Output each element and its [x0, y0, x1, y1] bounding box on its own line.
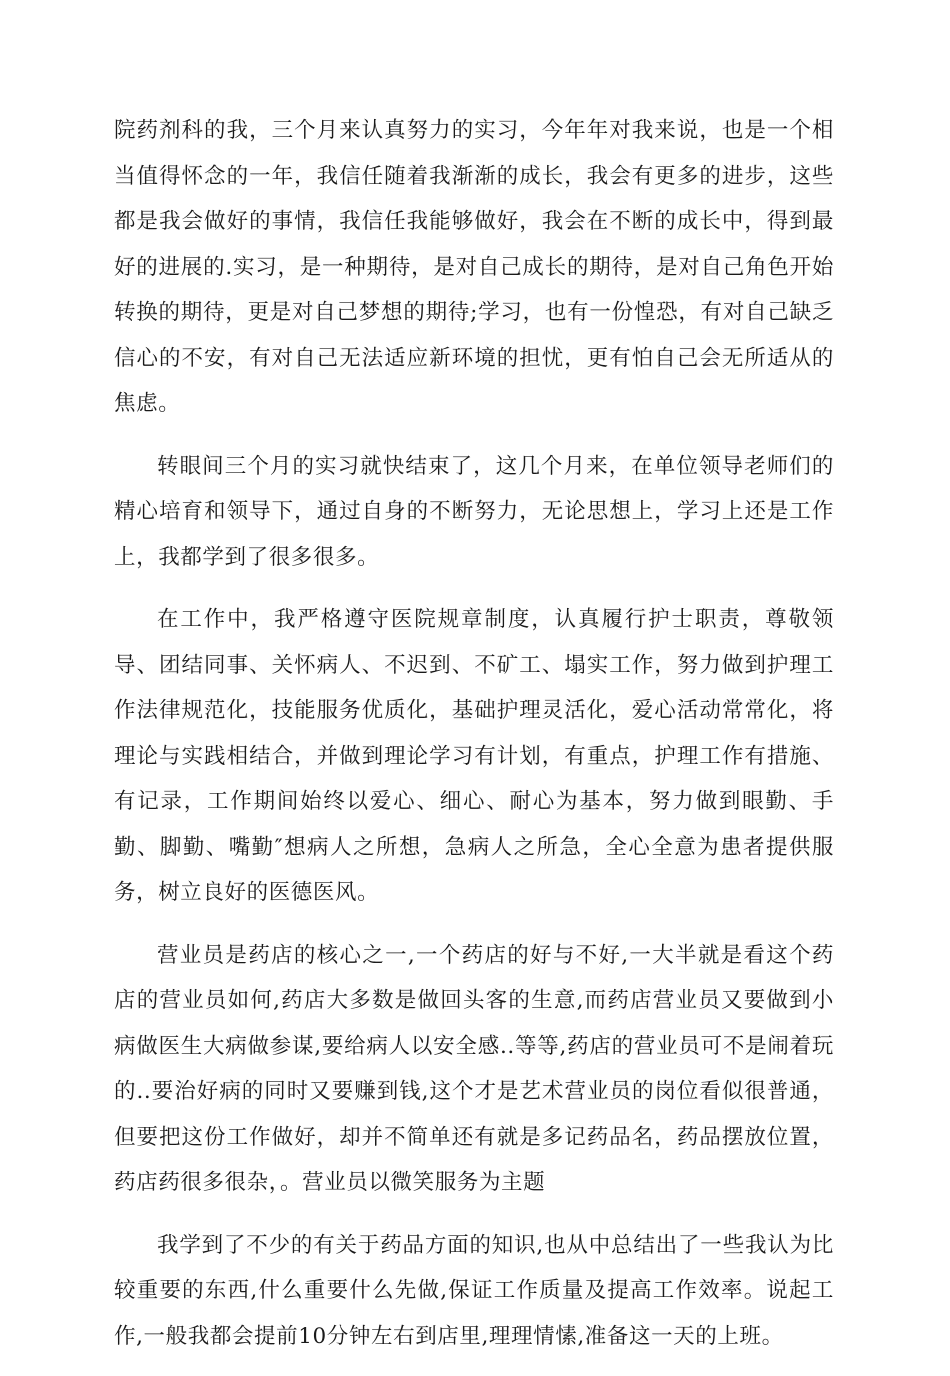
document-page	[114, 108, 834, 1376]
paragraph-5: 我学到了不少的有关于药品方面的知识,也从中总结出了一些我认为比较重要的东西,什么重要什么先做,保证工作质量及提高工作效率。说起工作,一般我都会提前10分钟左右到店里,理理情愫,准备这一天的上班。	[114, 1232, 834, 1349]
paragraph-2: 转眼间三个月的实习就快结束了，这几个月来，在单位领导老师们的精心培育和领导下，通过自身的不断努力，无论思想上，学习上还是工作上，我都学到了很多很多。	[114, 453, 834, 570]
paragraph-4: 营业员是药店的核心之一,一个药店的好与不好,一大半就是看这个药店的营业员如何,药店大多数是做回头客的生意,而药店营业员又要做到小病做医生大病做参谋,要给病人以安全感..等等,药店的营业员可不是闹着玩的..要治好病的同时又要赚到钱,这个才是艺术营业员的岗位看似很普通，但要把这份工作做好，却并不简单还有就是多记药品名，药品摆放位置，药店药很多很杂，。营业员以微笑服务为主题	[114, 942, 834, 1195]
paragraph-1: 院药剂科的我，三个月来认真努力的实习，今年年对我来说，也是一个相当值得怀念的一年，我信任随着我渐渐的成长，我会有更多的进步，这些都是我会做好的事情，我信任我能够做好，我会在不断的成长中，得到最好的进展的.实习，是一种期待，是对自己成长的期待，是对自己角色开始转换的期待，更是对自己梦想的期待;学习，也有一份惶恐，有对自己缺乏信心的不安，有对自己无法适应新环境的担忧，更有怕自己会无所适从的焦虑。	[114, 118, 834, 416]
paragraph-3: 在工作中，我严格遵守医院规章制度，认真履行护士职责，尊敬领导、团结同事、关怀病人、不迟到、不矿工、塌实工作，努力做到护理工作法律规范化，技能服务优质化，基础护理灵活化，爱心活动常常化，将理论与实践相结合，并做到理论学习有计划，有重点，护理工作有措施、有记录，工作期间始终以爱心、细心、耐心为基本，努力做到眼勤、手勤、脚勤、嘴勤″想病人之所想，急病人之所急，全心全意为患者提供服务，树立良好的医德医风。	[114, 607, 834, 905]
